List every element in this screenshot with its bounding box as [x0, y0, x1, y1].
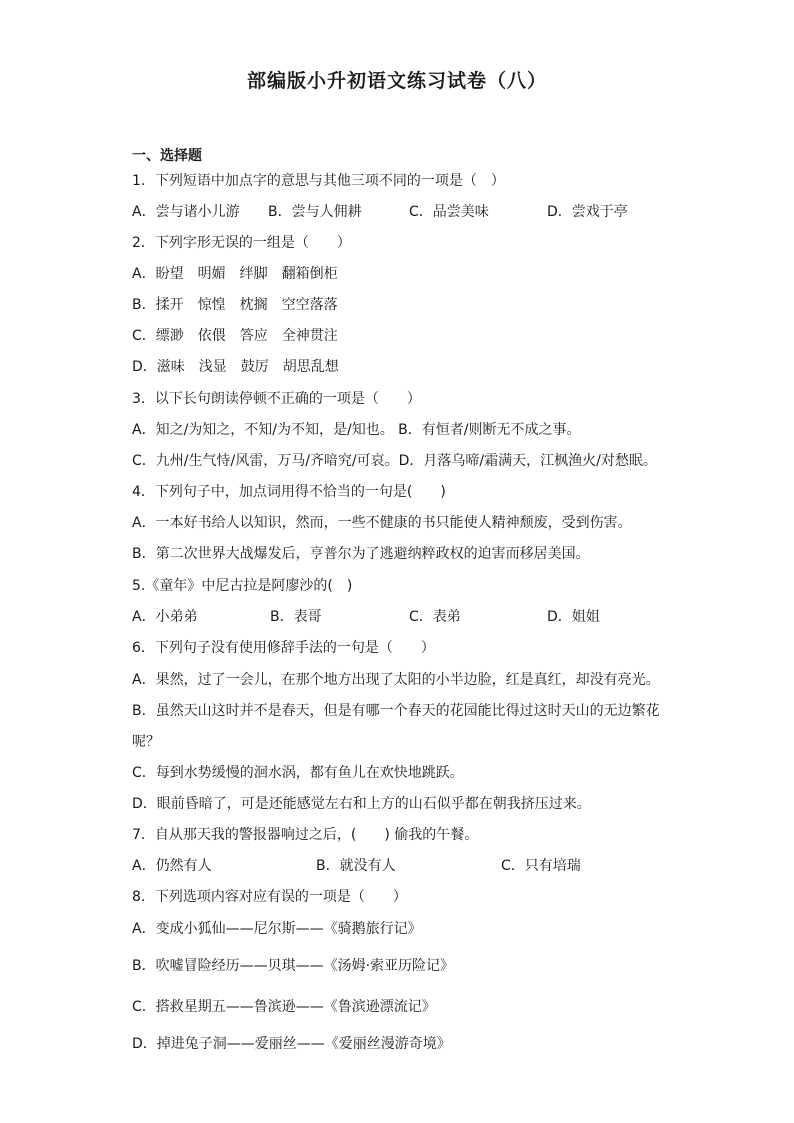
question-8-stem: 8．下列选项内容对应有误的一项是（ ） — [132, 889, 407, 905]
option-c: C．搭救星期五——鲁滨逊——《鲁滨逊漂流记》 — [132, 999, 436, 1015]
option-a: A．小弟弟 — [132, 609, 198, 625]
option-d: D．尝戏于亭 — [547, 204, 628, 220]
question-7-stem: 7．自从那天我的警报器响过之后，( ) 偷我的午餐。 — [132, 827, 479, 843]
option-d: D．眼前昏暗了，可是还能感觉左右和上方的山石似乎都在朝我挤压过来。 — [132, 796, 591, 812]
option-a: A．果然，过了一会儿，在那个地方出现了太阳的小半边脸，红是真红，却没有亮光。 — [132, 672, 660, 688]
question-6-stem: 6．下列句子没有使用修辞手法的一句是（ ） — [132, 640, 435, 656]
option-c: C．缥渺 依偎 答应 全神贯注 — [132, 328, 338, 344]
question-3-stem: 3．以下长句朗读停顿不正确的一项是（ ） — [132, 391, 421, 407]
option-c: C．只有培瑞 — [501, 858, 581, 874]
question-5-stem: 5.《童年》中尼古拉是阿廖沙的( ) — [132, 578, 353, 594]
option-a: A．变成小狐仙——尼尔斯——《骑鹅旅行记》 — [132, 921, 422, 937]
option-b: B．虽然天山这时并不是春天，但是有哪一个春天的花园能比得过这时天山的无边繁花 — [132, 703, 660, 719]
option-c: C．表弟 — [409, 609, 461, 625]
question-2-stem: 2．下列字形无误的一组是（ ） — [132, 235, 351, 251]
option-d: D．滋味 浅显 鼓厉 胡思乱想 — [132, 359, 339, 375]
option-ab: A．知之/为知之，不知/为不知，是/知也。 B．有恒者/则断无不成之事。 — [132, 422, 581, 438]
option-b: B．吹嘘冒险经历——贝琪——《汤姆·索亚历险记》 — [132, 958, 455, 974]
option-a: A．仍然有人 — [132, 858, 212, 874]
option-a: A．盼望 明媚 绊脚 翻箱倒柜 — [132, 266, 338, 282]
option-b: B．尝与人佣耕 — [268, 204, 362, 220]
option-b-continued: 呢？ — [132, 734, 160, 750]
option-b: B．表哥 — [270, 609, 322, 625]
question-4-stem: 4．下列句子中，加点词用得不恰当的一句是( ) — [132, 484, 446, 500]
option-a: A．一本好书给人以知识，然而，一些不健康的书只能使人精神颓废，受到伤害。 — [132, 515, 632, 531]
option-c: C．每到水势缓慢的洄水涡，都有鱼儿在欢快地跳跃。 — [132, 765, 464, 781]
option-c: C．品尝美味 — [409, 204, 489, 220]
option-d: D．掉进兔子洞——爱丽丝——《爱丽丝漫游奇境》 — [132, 1036, 451, 1052]
section-heading: 一、选择题 — [132, 148, 202, 164]
page-title: 部编版小升初语文练习试卷（八） — [246, 70, 547, 92]
option-b: B．揉开 惊惶 枕搁 空空落落 — [132, 297, 338, 313]
option-cd: C．九州/生气恃/风雷，万马/齐喑究/可哀。D．月落乌啼/霜满天，江枫渔火/对愁眠。 — [132, 453, 657, 469]
question-1-stem: 1．下列短语中加点字的意思与其他三项不同的一项是（ ） — [132, 173, 505, 189]
option-a: A．尝与诸小儿游 — [132, 204, 240, 220]
option-b: B．就没有人 — [316, 858, 396, 874]
option-b: B．第二次世界大战爆发后，亨普尔为了逃避纳粹政权的迫害而移居美国。 — [132, 546, 590, 562]
option-d: D．姐姐 — [547, 609, 600, 625]
